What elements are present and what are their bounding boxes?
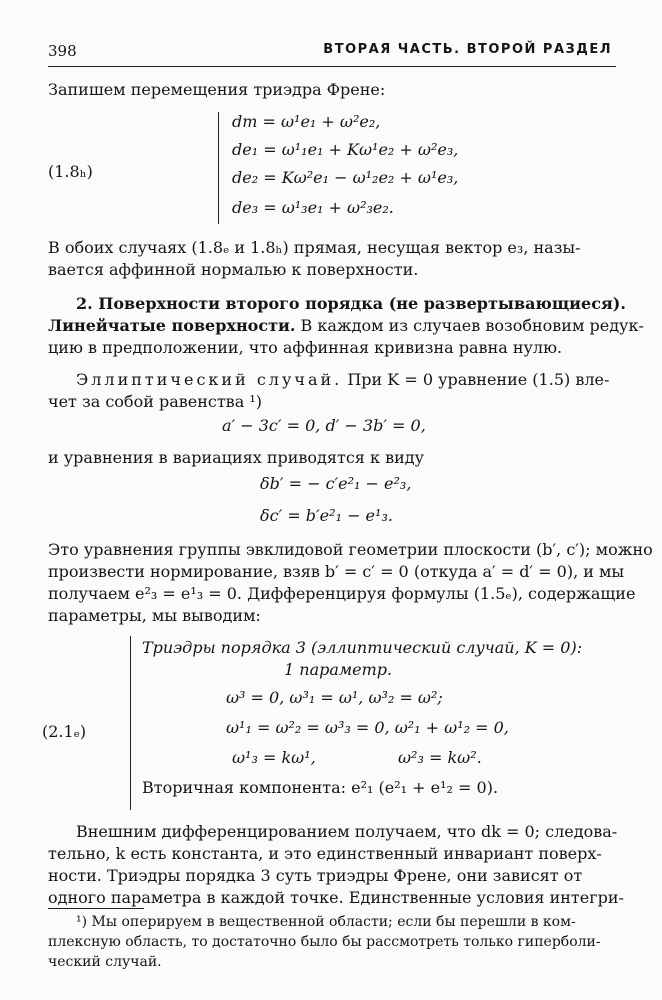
para3-line: Внешним дифференцированием получаем, что dk = 0; следова-: [76, 822, 618, 841]
elliptic-line1: [76, 370, 609, 389]
para2-line: получаем e²₃ = e¹₃ = 0. Дифференцируя формулы (1.5ₑ), содержащие: [48, 584, 636, 603]
para2-line: Это уравнения группы эвклидовой геометрии плоскости (b′, c′); можно: [48, 540, 653, 559]
eq-2-1-row-right: ω²₃ = kω².: [398, 748, 482, 767]
eq-1-8-line: de₁ = ω¹₁e₁ + Kω¹e₂ + ω²e₃,: [232, 140, 459, 159]
eq-2-1-subtitle: 1 параметр.: [284, 660, 393, 679]
footnote-line: плексную область, то достаточно было бы рассмотреть только гиперболи-: [48, 934, 601, 950]
eq-2-1-row: ω³ = 0, ω³₁ = ω¹, ω³₂ = ω²;: [226, 688, 443, 707]
variation-eq-b: δb′ = − c′e²₁ − e²₃,: [260, 474, 412, 493]
para3-line: одного параметра в каждой точке. Единственные условия интегри-: [48, 888, 624, 907]
para3-line: тельно, k есть константа, и это единственный инвариант поверх-: [48, 844, 602, 863]
elliptic-rest: При K = 0 уравнение (1.5) вле-: [347, 370, 610, 389]
footnote-rule: [48, 908, 144, 909]
eq-2-1-row-left: ω¹₃ = kω¹,: [232, 748, 316, 767]
para1-line: вается аффинной нормалью к поверхности.: [48, 260, 419, 279]
page-number: 398: [48, 42, 77, 60]
elliptic-line3: и уравнения в вариациях приводятся к виду: [48, 448, 425, 467]
eq-1-8-line: de₂ = Kω²e₁ − ω¹₂e₂ + ω¹e₃,: [232, 168, 459, 187]
section-heading: 2. Поверхности второго порядка (не развертывающиеся).: [76, 294, 626, 313]
footnote-line: ¹) Мы оперируем в вещественной области; если бы перешли в ком-: [76, 914, 576, 930]
section-subheading: Линейчатые поверхности.: [48, 316, 296, 335]
elliptic-line2: чет за собой равенства ¹): [48, 392, 262, 411]
page-header: [48, 40, 616, 67]
running-title: ВТОРАЯ ЧАСТЬ. ВТОРОЙ РАЗДЕЛ: [323, 42, 612, 57]
eq-2-1-brace: [130, 636, 131, 810]
para1-line: В обоих случаях (1.8ₑ и 1.8ₕ) прямая, несущая вектор e₃, назы-: [48, 238, 581, 257]
intro-text: Запишем перемещения триэдра Френе:: [48, 80, 386, 99]
section-line1-rest: В каждом из случаев возобновим редук-: [300, 316, 644, 335]
section-line2: цию в предположении, что аффинная кривизна равна нулю.: [48, 338, 563, 357]
para2-line: произвести нормирование, взяв b′ = c′ = 0 (откуда a′ = d′ = 0), и мы: [48, 562, 625, 581]
eq-1-8-brace: [218, 112, 219, 224]
eq-2-1-label: (2.1ₑ): [42, 722, 87, 741]
eq-2-1-title: Триэдры порядка 3 (эллиптический случай, K = 0):: [142, 638, 583, 657]
variation-eq-c: δc′ = b′e²₁ − e¹₃.: [260, 506, 393, 525]
equation-a-c: a′ − 3c′ = 0, d′ − 3b′ = 0,: [222, 416, 426, 435]
eq-2-1-secondary: Вторичная компонента: e²₁ (e²₁ + e¹₂ = 0).: [142, 778, 499, 797]
footnote-line: ческий случай.: [48, 954, 162, 970]
elliptic-lead: Эллиптический случай.: [76, 370, 343, 389]
section-line1: [48, 316, 644, 335]
eq-2-1-row: ω¹₁ = ω²₂ = ω³₃ = 0, ω²₁ + ω¹₂ = 0,: [226, 718, 509, 737]
eq-1-8-line: dm = ω¹e₁ + ω²e₂,: [232, 112, 381, 131]
eq-1-8-line: de₃ = ω¹₃e₁ + ω²₃e₂.: [232, 198, 394, 217]
para2-line: параметры, мы выводим:: [48, 606, 261, 625]
eq-1-8-label: (1.8ₕ): [48, 162, 93, 181]
para3-line: ности. Триэдры порядка 3 суть триэдры Френе, они зависят от: [48, 866, 583, 885]
